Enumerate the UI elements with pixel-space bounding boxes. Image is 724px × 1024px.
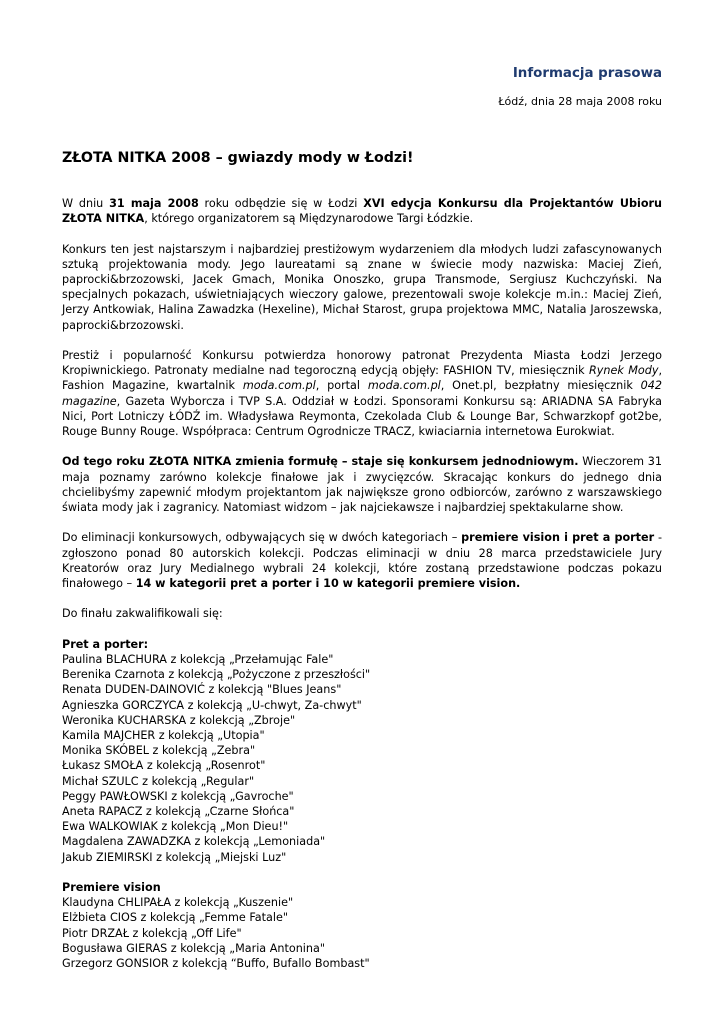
list-item: Berenika Czarnota z kolekcją „Pożyczone z przeszłości" — [62, 668, 371, 682]
list-item: Kamila MAJCHER z kolekcją „Utopia" — [62, 729, 265, 743]
list-item: Klaudyna CHLIPAŁA z kolekcją „Kuszenie" — [62, 896, 294, 910]
pret-a-porter-heading: Pret a porter: — [62, 637, 149, 651]
release-date: Łódź, dnia 28 maja 2008 roku — [498, 95, 662, 108]
document-title: ZŁOTA NITKA 2008 – gwiazdy mody w Łodzi! — [62, 150, 414, 166]
paragraph-format-change: Od tego roku ZŁOTA NITKA zmienia formułę – staje się konkursem jednodniowym. Wieczorem 31 maja poznamy zarówno kolekcje finałowe jak i zwycięzców. Skracając konkurs do jednego dnia chcielibyśmy zapewnić młodym projektantom jak największe grono odbiorców, zarówno z warszawskiego świata mody jak i zagranicy. Natomiast widzom – jak najciekawsze i najbardziej spektakularne show. — [62, 455, 662, 515]
list-item: Magdalena ZAWADZKA z kolekcją „Lemoniada" — [62, 835, 326, 849]
paragraph-finalists-intro: Do finału zakwalifikowali się: — [62, 607, 223, 621]
list-item: Weronika KUCHARSKA z kolekcją „Zbroje" — [62, 713, 296, 727]
list-item: Aneta RAPACZ z kolekcją „Czarne Słońca" — [62, 805, 295, 819]
pret-a-porter-list — [62, 637, 662, 865]
list-item: Agnieszka GORCZYCA z kolekcją „U-chwyt, Za-chwyt" — [62, 698, 362, 712]
list-item: Michał SZULC z kolekcją „Regular" — [62, 774, 255, 788]
list-item: Łukasz SMOŁA z kolekcją „Rosenrot" — [62, 759, 266, 773]
list-item: Piotr DRZAŁ z kolekcją „Off Life" — [62, 926, 242, 940]
document-body — [62, 196, 662, 986]
list-item: Peggy PAWŁOWSKI z kolekcją „Gavroche" — [62, 789, 294, 803]
list-item: Ewa WALKOWIAK z kolekcją „Mon Dieu!" — [62, 820, 289, 834]
paragraph-intro: W dniu 31 maja 2008 roku odbędzie się w Łodzi XVI edycja Konkursu dla Projektantów Ubioru ZŁOTA NITKA, którego organizatorem są Międzynarodowe Targi Łódzkie. — [62, 197, 662, 226]
paragraph-patronage: Prestiż i popularność Konkursu potwierdza honorowy patronat Prezydenta Miasta Łodzi Jerzego Kropiwnickiego. Patronaty medialne nad tegoroczną edycją objęły: FASHION TV, miesięcznik Rynek Mody, Fashion Magazine, kwartalnik moda.com.pl, portal moda.com.pl, Onet.pl, bezpłatny miesięcznik 042 magazine, Gazeta Wyborcza i TVP S.A. Oddział w Łodzi. Sponsorami Konkursu są: ARIADNA SA Fabryka Nici, Port Lotniczy ŁÓDŹ im. Władysława Reymonta, Czekolada Club & Lounge Bar, Schwarzkopf got2be, Rouge Bunny Rouge. Współpraca: Centrum Ogrodnicze TRACZ, kwiaciarnia internetowa Eurokwiat. — [62, 349, 663, 439]
list-item: Renata DUDEN-DAINOVIĆ z kolekcją "Blues Jeans" — [62, 683, 342, 697]
list-item: Paulina BLACHURA z kolekcją „Przełamując Fale" — [62, 653, 334, 666]
premiere-vision-heading: Premiere vision — [62, 881, 161, 895]
list-item: Jakub ZIEMIRSKI z kolekcją „Miejski Luz" — [62, 850, 287, 864]
paragraph-eliminations: Do eliminacji konkursowych, odbywających się w dwóch kategoriach – premiere vision i pret a porter - zgłoszono ponad 80 autorskich kolekcji. Podczas eliminacji w dniu 28 marca przedstawiciele Jury Kreatorów oraz Jury Medialnego wybrali 24 kolekcji, które zostaną przedstawione podczas pokazu finałowego – 14 w kategorii pret a porter i 10 w kategorii premiere vision. — [62, 531, 662, 591]
press-release-label: Informacja prasowa — [512, 66, 662, 81]
list-item: Monika SKÓBEL z kolekcją „Zebra" — [62, 744, 256, 758]
list-item: Bogusława GIERAS z kolekcją „Maria Antonina" — [62, 941, 325, 955]
paragraph-history: Konkurs ten jest najstarszym i najbardziej prestiżowym wydarzeniem dla młodych ludzi zafascynowanych sztuką projektowania mody. Jego laureatami są znane w świecie mody nazwiska: Maciej Zień, paprocki&brzozowski, Jacek Gmach, Monika Onoszko, grupa Transmode, Sergiusz Kuchczyński. Na specjalnych pokazach, uświetniających wieczory galowe, prezentowali swoje kolekcje m.in.: Maciej Zień, Jerzy Antkowiak, Halina Zawadzka (Hexeline), Michał Starost, grupa projektowa MMC, Natalia Jaroszewska, paprocki&brzozowski. — [62, 242, 662, 332]
premiere-vision-list — [62, 880, 662, 971]
list-item: Grzegorz GONSIOR z kolekcją “Buffo, Bufallo Bombast" — [62, 957, 370, 971]
list-item: Elżbieta CIOS z kolekcją „Femme Fatale" — [62, 911, 288, 925]
